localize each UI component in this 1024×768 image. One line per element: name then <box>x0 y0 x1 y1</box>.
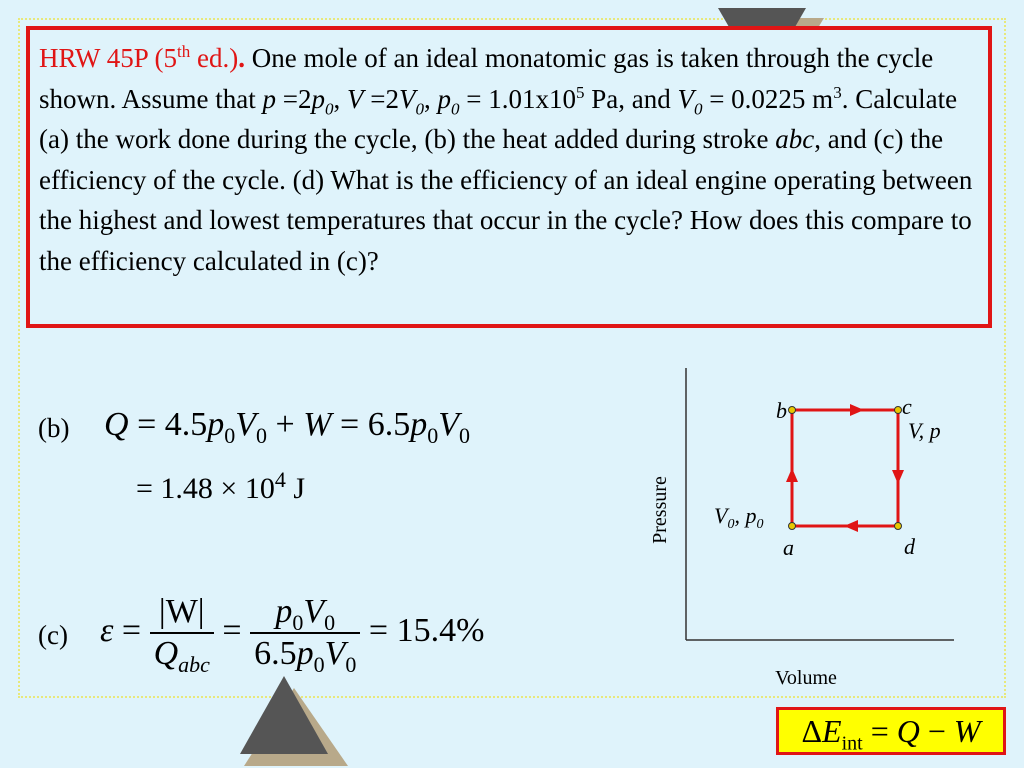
label-a-V: V <box>714 503 728 528</box>
frac-numerator-pV <box>250 592 360 634</box>
problem-text-1: One mole of an ideal monatomic gas is taken through the cycle shown. Assume that <box>39 43 934 114</box>
delta-symbol: Δ <box>801 713 823 749</box>
frac-p-2: p <box>296 635 314 672</box>
symbol-V0-b-sub: 0 <box>693 98 703 118</box>
c-equals-1: = <box>113 611 150 649</box>
problem-ref-sup: th <box>177 42 191 61</box>
comma-2: , <box>423 83 438 114</box>
eq-p-2-sub: 0 <box>427 422 439 448</box>
arrow-ab <box>786 468 798 482</box>
first-law-equals: = <box>862 713 897 749</box>
y-axis-label: Pressure <box>649 476 671 544</box>
c-result: = 15.4% <box>360 611 485 649</box>
problem-period: . <box>238 43 245 73</box>
label-c: c <box>902 394 912 419</box>
part-b-equation-1 <box>104 406 471 448</box>
point-a <box>789 523 796 530</box>
part-c-equation <box>100 592 485 677</box>
eq-equals-45: = 4.5 <box>128 406 208 443</box>
arrow-cd <box>892 470 904 484</box>
frac-Q-sub: abc <box>178 651 210 677</box>
problem-ref-text: HRW 45P (5 <box>39 43 178 73</box>
frac-numerator-W: |W| <box>150 592 214 634</box>
stroke-abc: abc <box>775 124 815 154</box>
symbol-p: p <box>262 83 277 114</box>
eq-V-2: V <box>438 406 460 443</box>
eq-Q: Q <box>104 406 129 443</box>
exp-5: 5 <box>575 82 585 102</box>
part-b-equation-2 <box>136 467 306 506</box>
part-c-label: (c) <box>38 620 68 650</box>
label-b: b <box>776 398 787 423</box>
frac-p-sub: 0 <box>292 609 304 635</box>
problem-statement <box>26 26 992 328</box>
first-law-box <box>776 707 1006 755</box>
eq-result-exp: 4 <box>274 467 286 492</box>
symbol-p0-b-sub: 0 <box>450 98 460 118</box>
eq-V-2-sub: 0 <box>459 422 471 448</box>
frac-Q: Q <box>153 635 179 672</box>
x-axis-label: Volume <box>775 667 837 689</box>
eq-V-sub: 0 <box>256 422 268 448</box>
eps-symbol: ε <box>100 611 114 649</box>
frac-coef: 6.5 <box>254 635 297 672</box>
symbol-V0-b: V <box>677 83 694 114</box>
eq-p: p <box>207 406 225 443</box>
E-symbol: E <box>822 713 842 749</box>
pv-diagram <box>640 360 970 690</box>
label-a-p-sub: 0 <box>756 517 764 532</box>
minus-symbol: − <box>919 713 954 749</box>
eq-result-unit: J <box>285 472 306 505</box>
arrow-da <box>844 520 858 532</box>
label-a-V-sub: 0 <box>727 517 735 532</box>
point-c <box>895 407 902 414</box>
problem-eq-2: =2 <box>363 83 399 114</box>
frac-p-2-sub: 0 <box>313 651 325 677</box>
fraction-pV <box>250 592 360 677</box>
symbol-p0-b: p <box>437 83 451 114</box>
symbol-p0: p <box>311 83 325 114</box>
frac-V: V <box>303 593 325 630</box>
symbol-V0: V <box>398 83 416 114</box>
eq-p-sub: 0 <box>224 422 236 448</box>
eq-W: W <box>303 406 332 443</box>
frac-p: p <box>275 593 293 630</box>
frac-V-2-sub: 0 <box>345 651 357 677</box>
problem-text-3: . Calculate (a) the work done during the cycle, (b) the heat added during stroke <box>39 83 958 154</box>
frac-denominator-Q <box>150 634 214 677</box>
eq-V: V <box>235 406 257 443</box>
E-sub: int <box>841 732 863 755</box>
exp-3: 3 <box>833 82 842 102</box>
cycle-path <box>792 410 898 526</box>
symbol-p0-sub: 0 <box>325 98 334 118</box>
point-d <box>895 523 902 530</box>
symbol-V0-sub: 0 <box>415 98 424 118</box>
problem-reference <box>39 43 238 73</box>
label-a-state <box>714 503 763 532</box>
eq-result: = 1.48 × 10 <box>136 472 275 505</box>
eq-p-2: p <box>410 406 428 443</box>
label-a: a <box>783 535 794 560</box>
label-c-state: V, p <box>908 418 941 443</box>
fraction-W-over-Q <box>150 592 214 677</box>
arrow-bc <box>850 404 864 416</box>
part-b-label: (b) <box>38 413 70 443</box>
eq-equals-65: = 6.5 <box>331 406 411 443</box>
c-equals-2: = <box>213 611 251 649</box>
W-symbol: W <box>953 713 981 749</box>
problem-text-4: , and (c) the efficiency of the cycle. (d) What is the efficiency of an ideal engine operating between the highest and lowest temperatures that occur in the cycle? How does this compare to the efficiency calculated in (c)? <box>39 124 973 276</box>
problem-eq-3: = 1.01x10 <box>459 83 576 114</box>
label-d: d <box>904 534 915 559</box>
problem-text-2: Pa, and <box>584 83 678 114</box>
frac-V-2: V <box>324 635 346 672</box>
point-b <box>789 407 796 414</box>
symbol-V: V <box>347 83 364 114</box>
comma-1: , <box>333 83 347 114</box>
problem-eq-1: =2 <box>276 83 312 114</box>
problem-ref-end: ed.) <box>190 43 239 73</box>
frac-denominator-65pV <box>250 634 360 677</box>
label-a-comma: , <box>734 503 746 528</box>
decor-triangles-bottom <box>236 670 356 768</box>
eq-plus: + <box>267 406 304 443</box>
label-a-p: p <box>745 503 757 528</box>
Q-symbol: Q <box>896 713 920 749</box>
problem-eq-4: = 0.0225 m <box>702 83 834 114</box>
frac-V-sub: 0 <box>324 609 336 635</box>
